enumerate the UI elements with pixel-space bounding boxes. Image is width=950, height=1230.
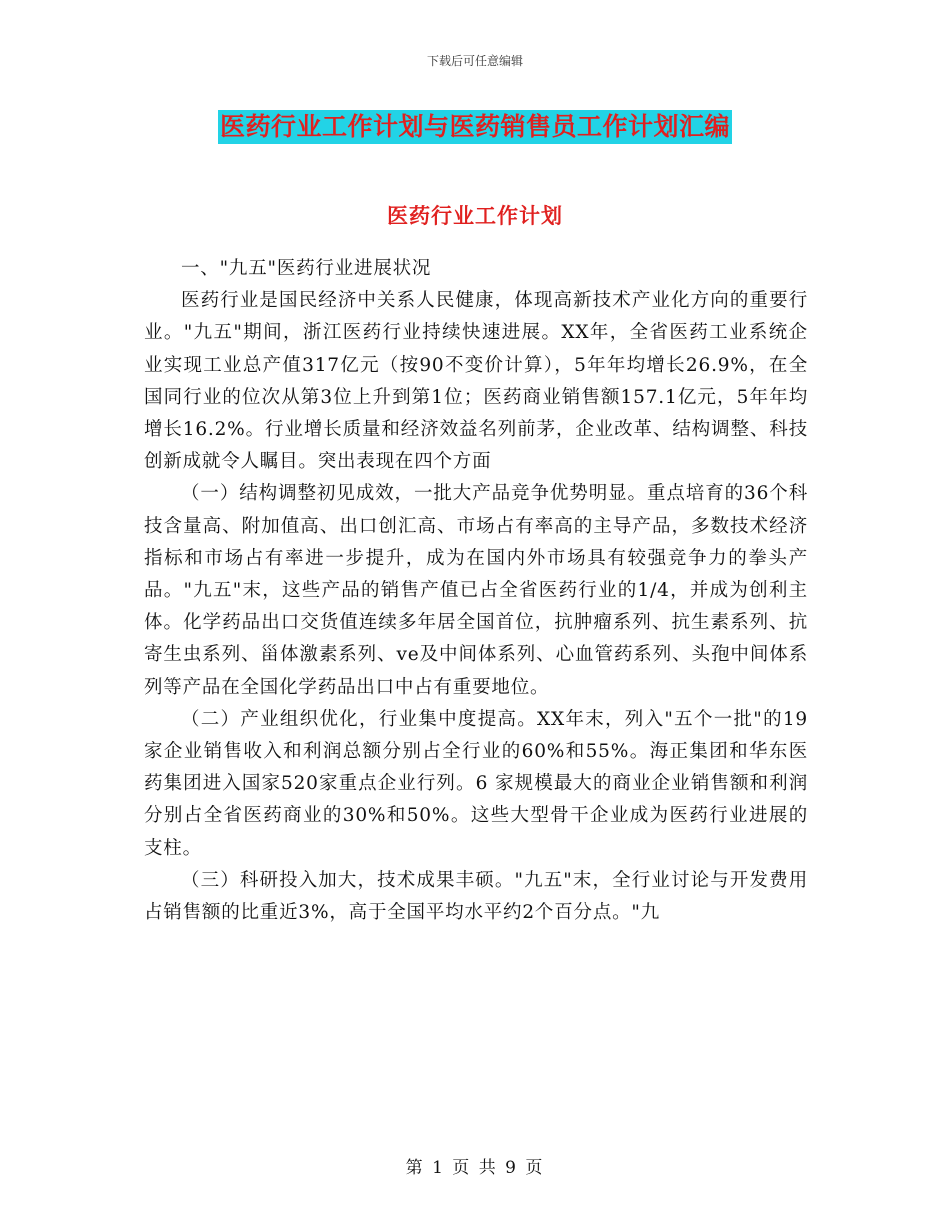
body-text <box>144 253 808 929</box>
section-title: 医药行业工作计划 <box>387 203 563 228</box>
page-number: 第 1 页 共 9 页 <box>405 1158 545 1178</box>
document-title-container <box>0 110 950 144</box>
paragraph-heading-1: 一、"九五"医药行业进展状况 <box>181 258 432 279</box>
document-title: 医药行业工作计划与医药销售员工作计划汇编 <box>218 110 732 144</box>
header-note: 下载后可任意编辑 <box>426 54 523 68</box>
paragraph-point-3: （三）科研投入加大，技术成果丰硕。"九五"末，全行业讨论与开发费用占销售额的比重近3%，高于全国平均水平约2个百分点。"九 <box>144 869 808 924</box>
paragraph-intro: 医药行业是国民经济中关系人民健康，体现高新技术产业化方向的重要行业。"九五"期间，浙江医药行业持续快速进展。XX年，全省医药工业系统企业实现工业总产值317亿元（按90不变价计算），5年年均增长26.9%，在全国同行业的位次从第3位上升到第1位；医药商业销售额157.1亿元，5年年均增长16.2%。行业增长质量和经济效益名列前茅，企业改革、结构调整、科技创新成就令人瞩目。突出表现在四个方面 <box>144 290 808 473</box>
paragraph-point-2: （二）产业组织优化，行业集中度提高。XX年末，列入"五个一批"的19家企业销售收入和利润总额分别占全行业的60%和55%。海正集团和华东医药集团进入国家520家重点企业行列。6 家规模最大的商业企业销售额和利润分别占全省医药商业的30%和50%。这些大型骨干企业成为医药行业进展的支柱。 <box>144 708 808 859</box>
paragraph-point-1: （一）结构调整初见成效，一批大产品竞争优势明显。重点培育的36个科技含量高、附加值高、出口创汇高、市场占有率高的主导产品，多数技术经济指标和市场占有率进一步提升，成为在国内外市场具有较强竞争力的拳头产品。"九五"末，这些产品的销售产值已占全省医药行业的1/4，并成为创利主体。化学药品出口交货值连续多年居全国首位，抗肿瘤系列、抗生素系列、抗寄生虫系列、甾体激素系列、ve及中间体系列、心血管药系列、头孢中间体系列等产品在全国化学药品出口中占有重要地位。 <box>144 483 808 698</box>
